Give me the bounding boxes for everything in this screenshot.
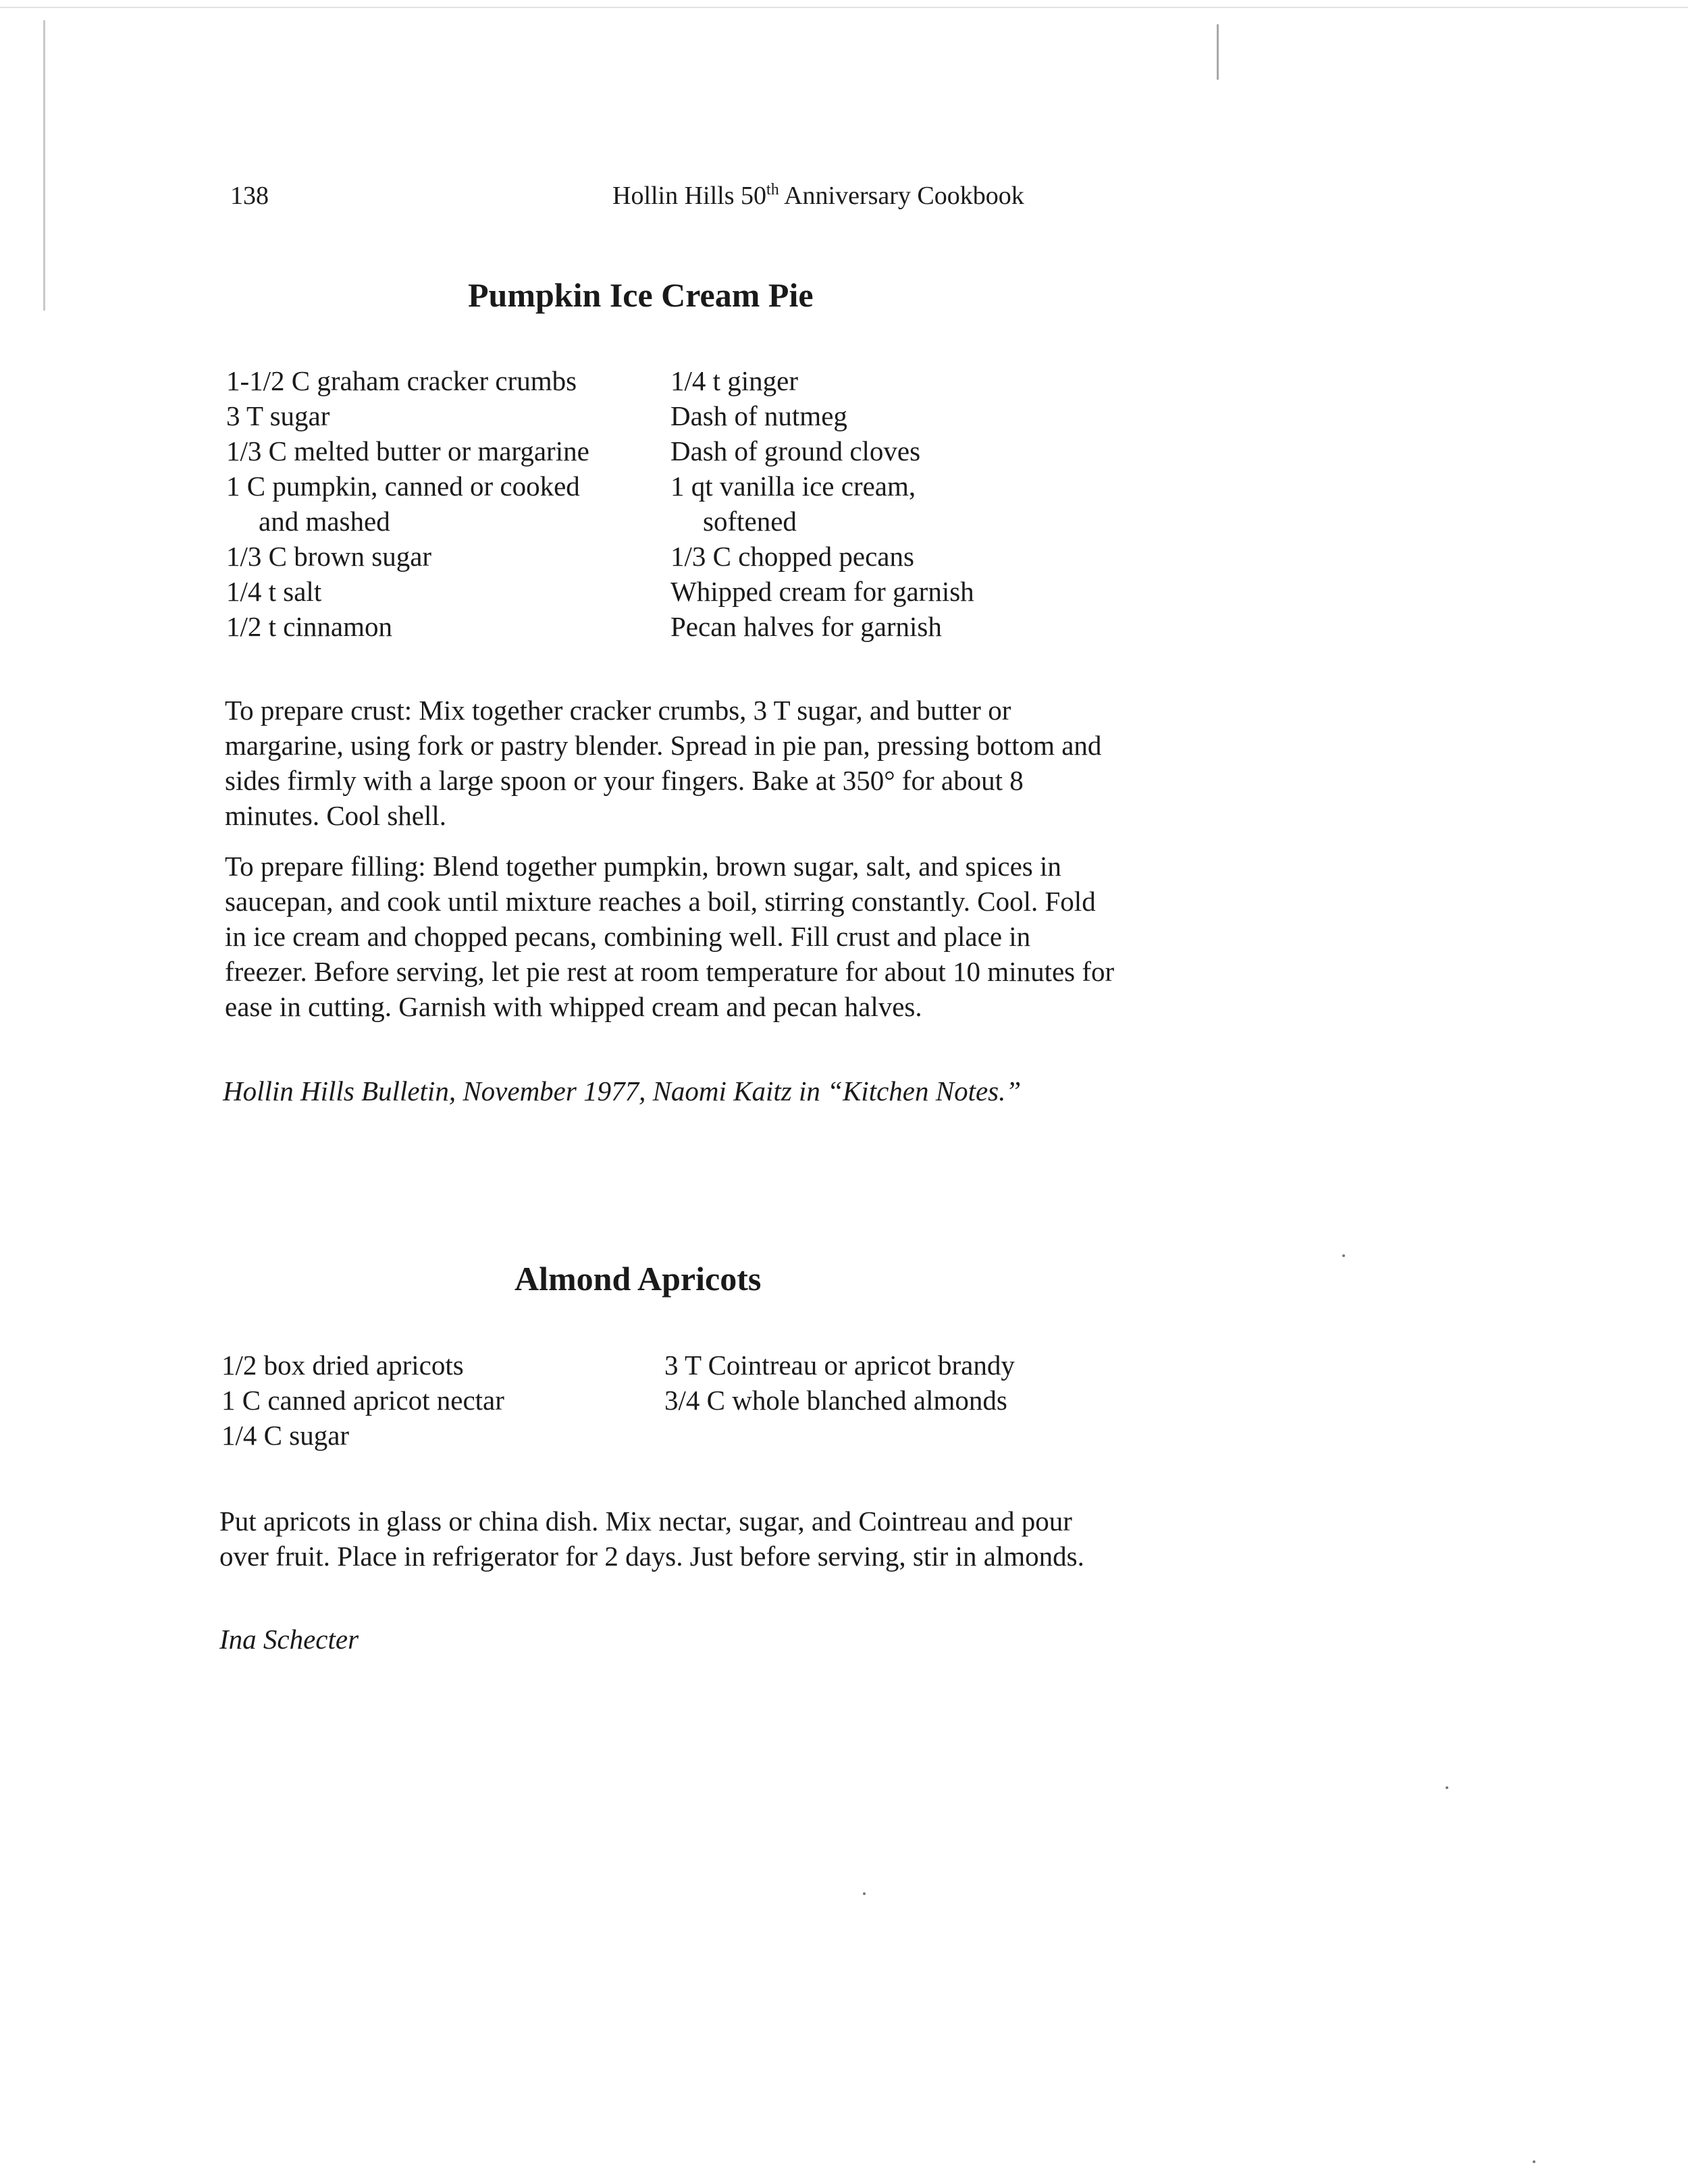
ingredient-item bbox=[226, 363, 589, 398]
running-header-ordinal: th bbox=[766, 181, 779, 198]
ingredient-text: 1/3 C chopped pecans bbox=[670, 541, 914, 572]
ingredient-text: 1/3 C brown sugar bbox=[226, 541, 432, 572]
ingredient-text: 1/4 t ginger bbox=[670, 365, 799, 396]
ingredient-continuation: softened bbox=[703, 506, 797, 537]
directions-paragraph: Put apricots in glass or china dish. Mix nectar, sugar, and Cointreau and pour over fruit. Place in refrigerator for 2 days. Just before serving, stir in almonds. bbox=[219, 1506, 1084, 1572]
directions-paragraph: To prepare crust: Mix together cracker crumbs, 3 T sugar, and butter or margarine, using fork or pastry blender. Spread in pie pan, pressing bottom and sides firmly with a large spoon or your fingers. Bake at 350° for about 8 minutes. Cool shell. bbox=[225, 695, 1102, 831]
ingredient-list-right bbox=[664, 1348, 1015, 1418]
ingredient-text: 1/4 C sugar bbox=[221, 1420, 350, 1451]
ingredient-item bbox=[670, 574, 974, 609]
ingredient-text: 3 T Cointreau or apricot brandy bbox=[664, 1350, 1015, 1381]
ingredient-item bbox=[670, 363, 974, 398]
ingredient-text: 3/4 C whole blanched almonds bbox=[664, 1385, 1007, 1416]
ingredient-text: Dash of ground cloves bbox=[670, 435, 921, 467]
recipe-source: Ina Schecter bbox=[219, 1624, 359, 1655]
scan-speck bbox=[1342, 1254, 1345, 1257]
ingredient-item bbox=[226, 433, 589, 469]
ingredient-item bbox=[664, 1383, 1015, 1418]
ingredient-item bbox=[664, 1348, 1015, 1383]
scan-speck bbox=[863, 1892, 866, 1895]
running-header bbox=[612, 181, 1024, 211]
scan-speck bbox=[1533, 2160, 1535, 2163]
ingredient-text: Dash of nutmeg bbox=[670, 400, 847, 431]
ingredient-text: 1/2 t cinnamon bbox=[226, 611, 392, 642]
ingredient-text: 1 C pumpkin, canned or cooked bbox=[226, 471, 580, 502]
ingredient-list-left bbox=[221, 1348, 504, 1453]
ingredient-item bbox=[226, 539, 589, 574]
directions-paragraph: To prepare filling: Blend together pumpkin, brown sugar, salt, and spices in saucepan, and cook until mixture reaches a boil, stirring constantly. Cool. Fold in ice cream and chopped pecans, combining well. Fill crust and place in freezer. Before serving, let pie rest at room temperature for about 10 minutes for ease in cutting. Garnish with whipped cream and pecan halves. bbox=[225, 851, 1115, 1022]
ingredient-item bbox=[670, 433, 974, 469]
ingredient-text: 1 C canned apricot nectar bbox=[221, 1385, 504, 1416]
ingredient-text: 1/3 C melted butter or margarine bbox=[226, 435, 589, 467]
ingredient-text: 1/4 t salt bbox=[226, 576, 322, 607]
scan-margin-line-left bbox=[43, 20, 45, 311]
recipe-title: Almond Apricots bbox=[515, 1260, 762, 1298]
ingredient-text: 1/2 box dried apricots bbox=[221, 1350, 464, 1381]
ingredient-item bbox=[670, 609, 974, 644]
scan-margin-line-right bbox=[1217, 24, 1219, 80]
scan-edge bbox=[0, 7, 1688, 8]
ingredient-text: 1 qt vanilla ice cream, bbox=[670, 471, 916, 502]
recipe-title: Pumpkin Ice Cream Pie bbox=[468, 276, 814, 314]
ingredient-list-right bbox=[670, 363, 974, 644]
ingredient-item bbox=[226, 398, 589, 433]
ingredient-text: 3 T sugar bbox=[226, 400, 330, 431]
ingredient-text: 1-1/2 C graham cracker crumbs bbox=[226, 365, 577, 396]
ingredient-item bbox=[670, 539, 974, 574]
ingredient-list-left bbox=[226, 363, 589, 644]
ingredient-item bbox=[670, 398, 974, 433]
scan-speck bbox=[1446, 1786, 1448, 1789]
ingredient-text: Whipped cream for garnish bbox=[670, 576, 974, 607]
ingredient-text: Pecan halves for garnish bbox=[670, 611, 942, 642]
ingredient-item bbox=[670, 469, 974, 539]
page-number: 138 bbox=[230, 182, 269, 210]
running-header-title: Hollin Hills 50 bbox=[612, 182, 767, 210]
ingredient-item bbox=[221, 1348, 504, 1383]
ingredient-item bbox=[226, 469, 589, 539]
recipe-source: Hollin Hills Bulletin, November 1977, Naomi Kaitz in “Kitchen Notes.” bbox=[223, 1075, 1022, 1107]
ingredient-item bbox=[221, 1383, 504, 1418]
ingredient-item bbox=[226, 609, 589, 644]
running-header-title-end: Anniversary Cookbook bbox=[779, 182, 1024, 210]
ingredient-item bbox=[221, 1418, 504, 1453]
ingredient-item bbox=[226, 574, 589, 609]
ingredient-continuation: and mashed bbox=[259, 506, 390, 537]
